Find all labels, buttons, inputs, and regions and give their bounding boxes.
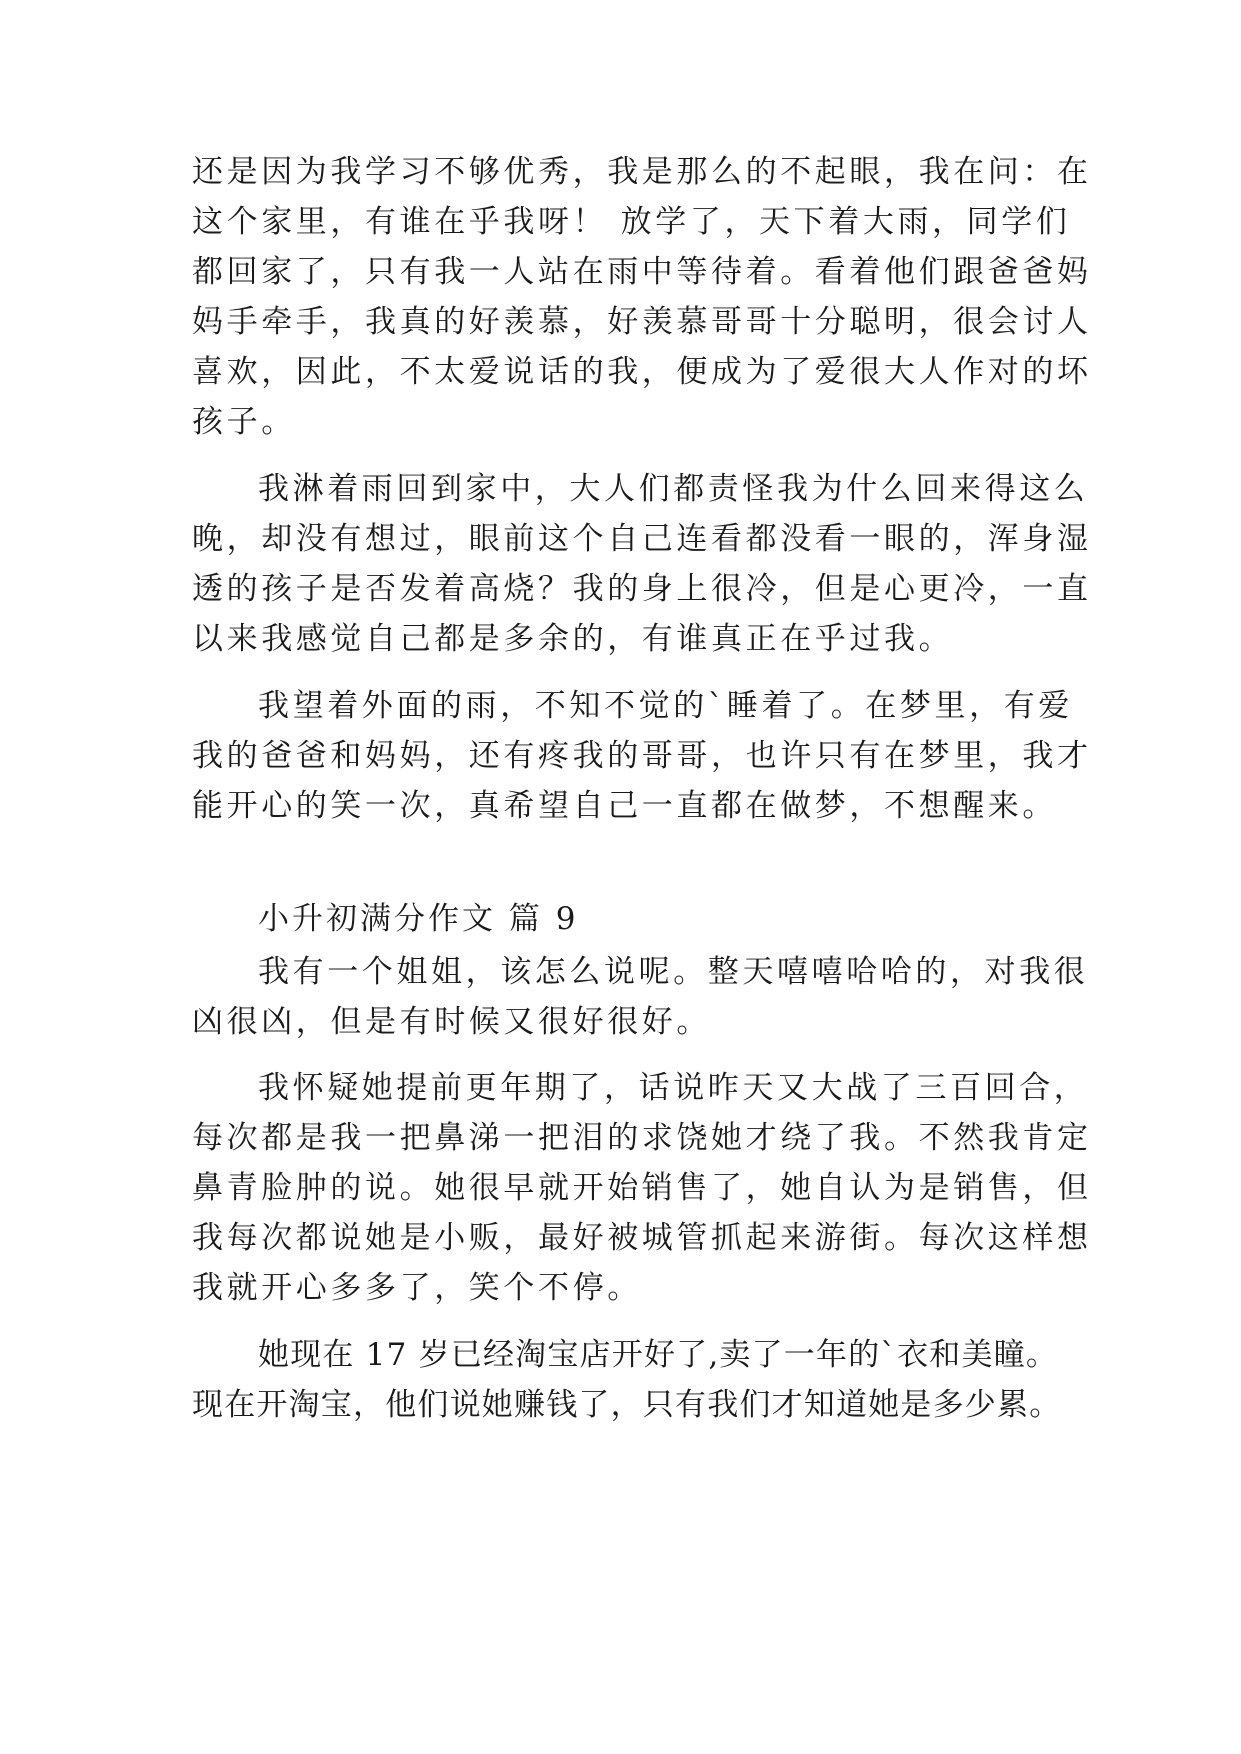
text-line: 以来我感觉自己都是多余的，有谁真正在乎过我。 xyxy=(192,621,954,657)
text-line: 我淋着雨回到家中，大人们都责怪我为什么回来得这么 xyxy=(258,471,1089,507)
text-line: 喜欢，因此，不太爱说话的我，便成为了爱很大人作对的坏 xyxy=(192,354,1092,390)
text-line: 我望着外面的雨，不知不觉的`睡着了。在梦里，有爱 xyxy=(258,688,1073,724)
text-line: 我就开心多多了，笑个不停。 xyxy=(192,1270,642,1306)
text-line: 孩子。 xyxy=(192,404,296,440)
text-line: 我有一个姐姐，该怎么说呢。整天嘻嘻哈哈的，对我很 xyxy=(258,954,1089,990)
text-line: 都回家了，只有我一人站在雨中等待着。看着他们跟爸爸妈 xyxy=(192,254,1092,290)
text-line: 晚，却没有想过，眼前这个自己连看都没看一眼的，浑身湿 xyxy=(192,521,1092,557)
text-line: 我怀疑她提前更年期了，话说昨天又大战了三百回合， xyxy=(258,1070,1089,1106)
text-line: 凶很凶，但是有时候又很好很好。 xyxy=(192,1004,711,1040)
text-line: 她现在 17 岁已经淘宝店开好了,卖了一年的`衣和美瞳。 xyxy=(258,1337,1059,1373)
text-line: 我每次都说她是小贩，最好被城管抓起来游街。每次这样想 xyxy=(192,1220,1092,1256)
text-line: 每次都是我一把鼻涕一把泪的求饶她才绕了我。不然我肯定 xyxy=(192,1120,1092,1156)
text-line: 能开心的笑一次，真希望自己一直都在做梦，不想醒来。 xyxy=(192,788,1057,824)
text-line: 鼻青脸肿的说。她很早就开始销售了，她自认为是销售，但 xyxy=(192,1170,1092,1206)
text-line: 这个家里，有谁在乎我呀！ 放学了，天下着大雨，同学们 xyxy=(192,204,1071,240)
text-line: 透的孩子是否发着高烧？我的身上很冷，但是心更冷，一直 xyxy=(192,571,1092,607)
section-heading: 小升初满分作文 篇 9 xyxy=(258,901,579,937)
text-line: 还是因为我学习不够优秀，我是那么的不起眼，我在问：在 xyxy=(192,154,1092,190)
text-line: 我的爸爸和妈妈，还有疼我的哥哥，也许只有在梦里，我才 xyxy=(192,738,1092,774)
text-line: 妈手牵手，我真的好羡慕，好羡慕哥哥十分聪明，很会讨人 xyxy=(192,304,1092,340)
text-line: 现在开淘宝，他们说她赚钱了，只有我们才知道她是多少累。 xyxy=(192,1387,1062,1423)
